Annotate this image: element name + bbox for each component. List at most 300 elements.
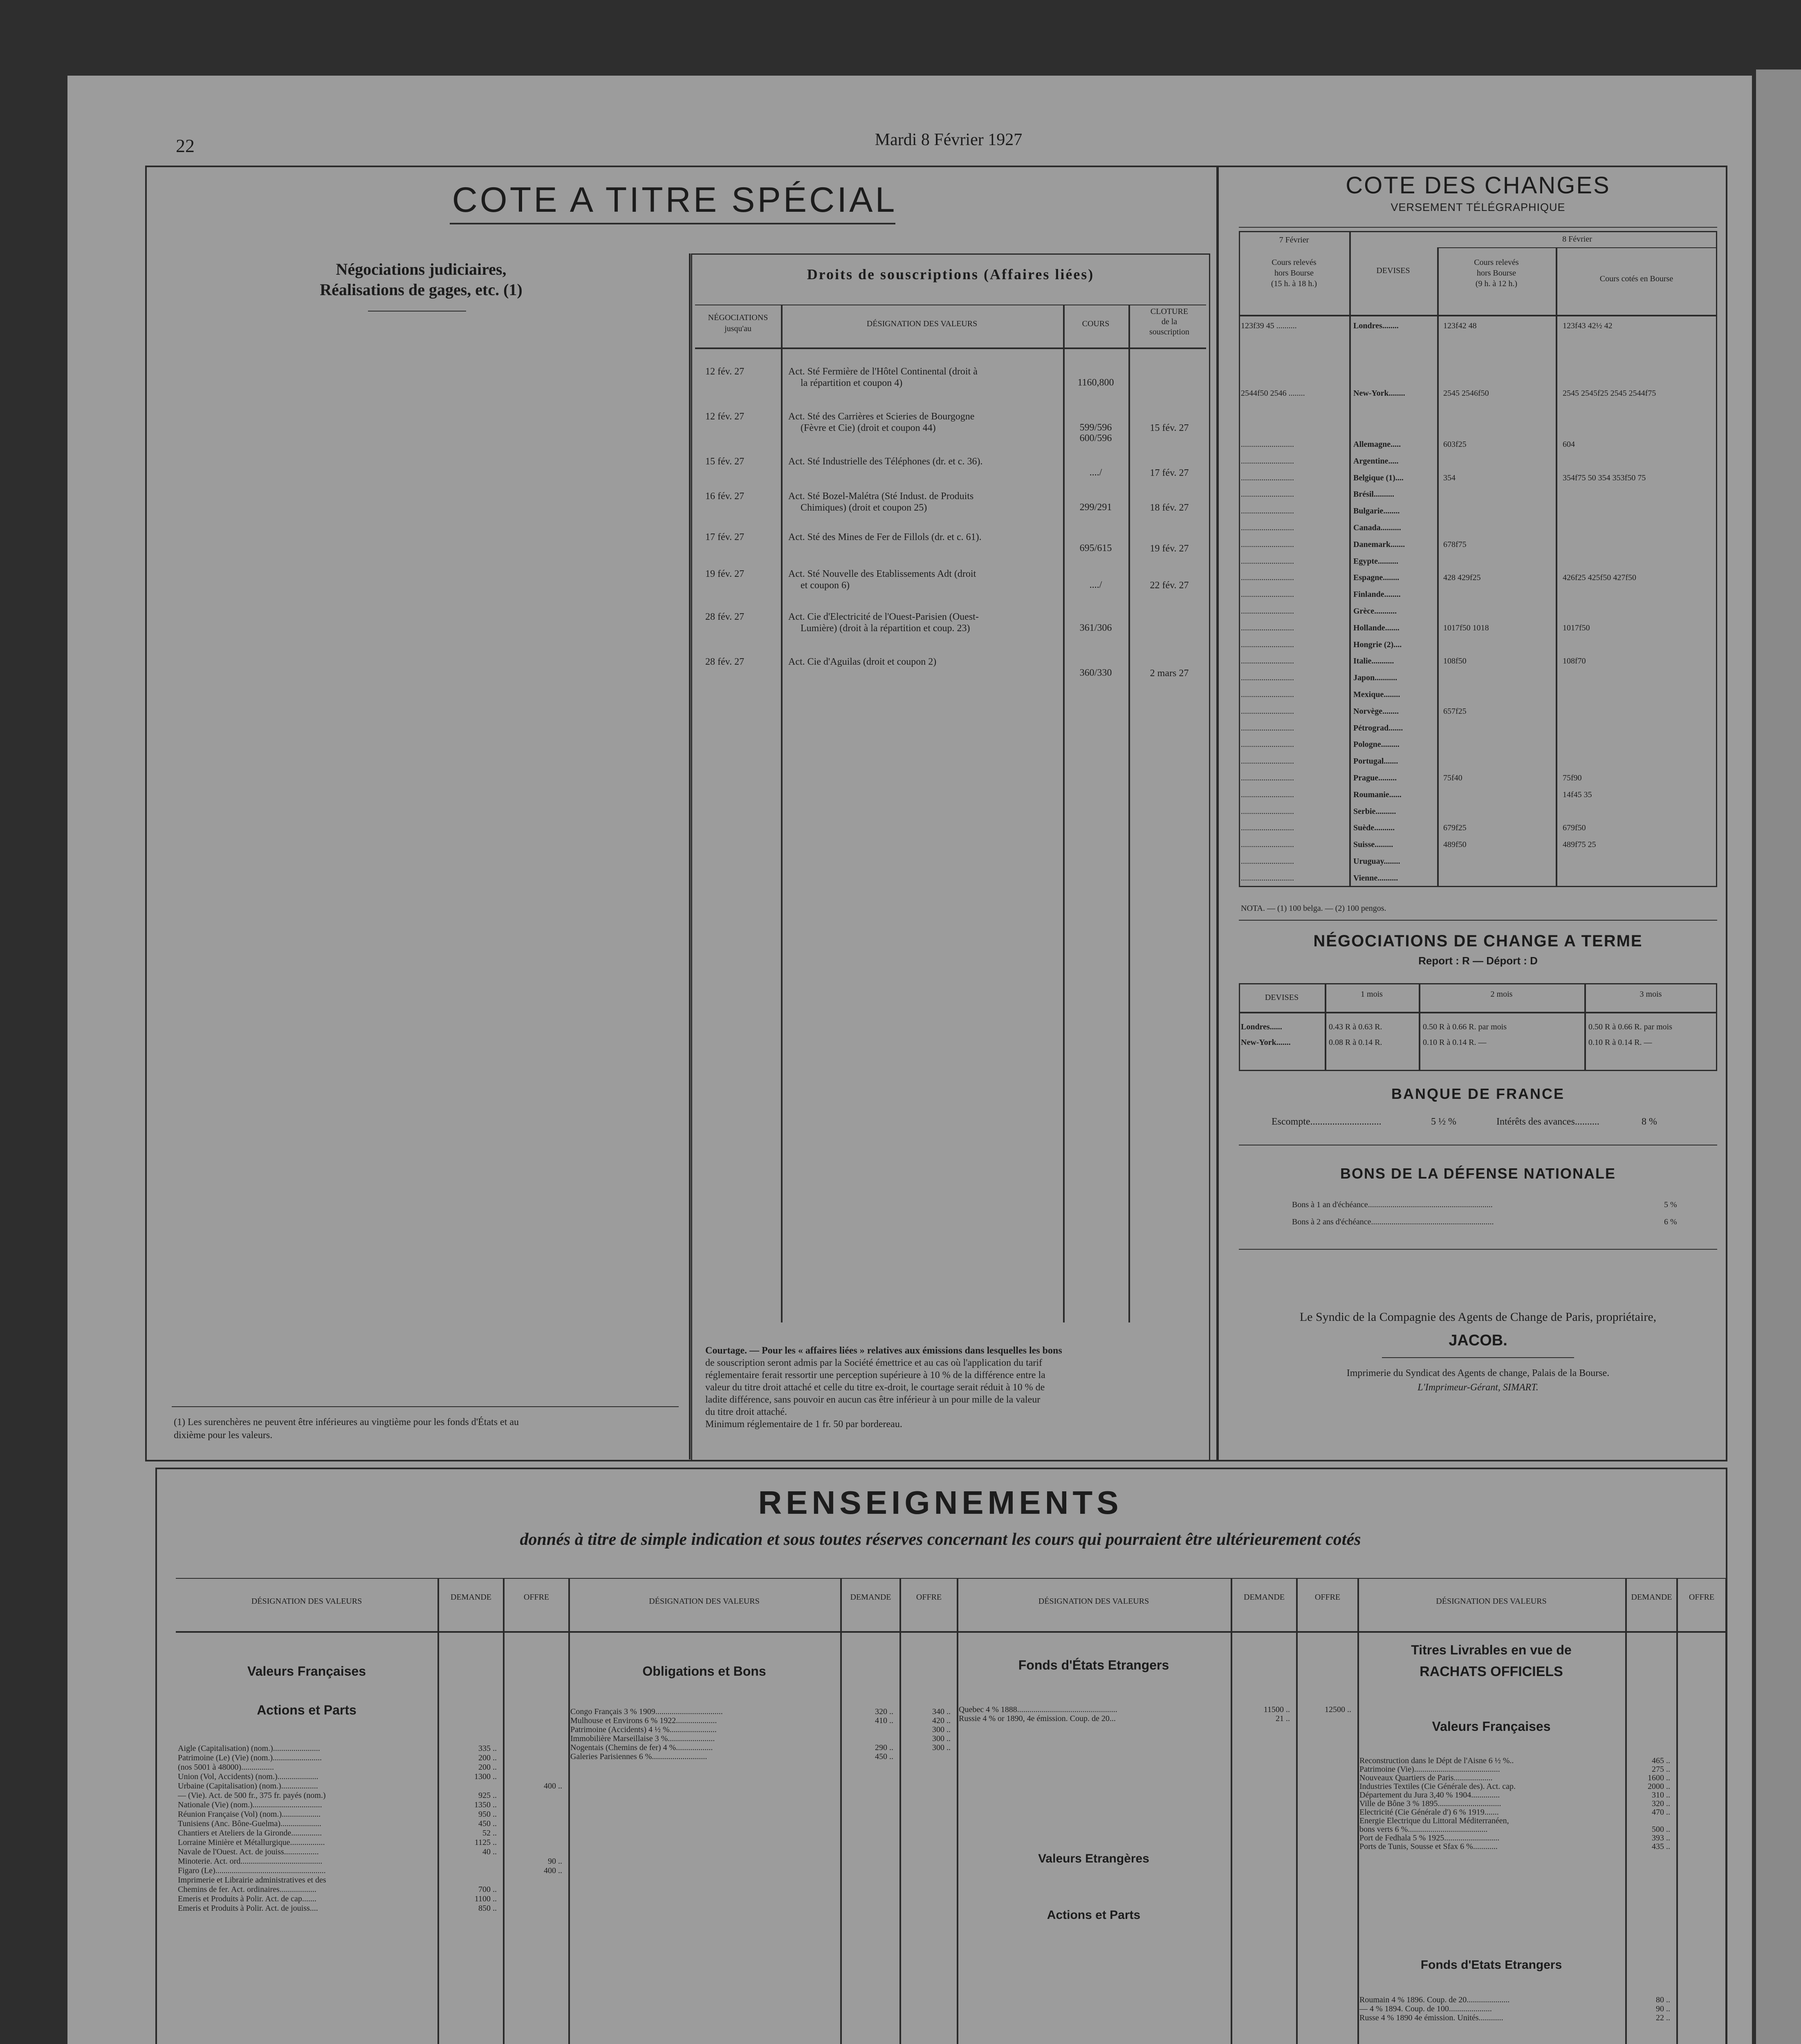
droits-row-designation-2: Chimiques) (droit et coupon 25) xyxy=(801,502,927,513)
changes-row-devise: Espagne........ xyxy=(1353,573,1400,583)
rens-row-offre: 300 .. xyxy=(932,1725,951,1734)
changes-date8: 8 Février xyxy=(1562,235,1592,244)
rens-col-line xyxy=(437,1578,439,2044)
changes-row-prev: 2544f50 2546 ........ xyxy=(1241,389,1305,398)
renseignements-subtitle: donnés à titre de simple indication et sous toutes réserves concernant les cours qui pourraient être ultérieurement cotés xyxy=(520,1530,1361,1549)
rens-row-name: Minoterie. Act. ord........................................ xyxy=(178,1857,323,1866)
changes-row-hb: 657f25 xyxy=(1443,706,1467,716)
rens-header-demande: DEMANDE xyxy=(1244,1593,1285,1602)
droits-row-date: 17 fév. 27 xyxy=(705,532,745,542)
changes-col-line xyxy=(1437,247,1439,887)
changes-hb8-3: (9 h. à 12 h.) xyxy=(1475,279,1518,288)
changes-hb7-2: hors Bourse xyxy=(1274,269,1314,278)
changes-hb7-3: (15 h. à 18 h.) xyxy=(1271,279,1317,288)
rens-header-offre: OFFRE xyxy=(1689,1593,1715,1602)
droits-row-date: 19 fév. 27 xyxy=(705,569,745,579)
changes-row-bourse: 2545 2545f25 2545 2544f75 xyxy=(1563,389,1656,398)
changes-row-hb: 1017f50 1018 xyxy=(1443,623,1489,632)
rens-row-offre: 90 .. xyxy=(548,1857,562,1866)
changes-row-devise: New-York........ xyxy=(1353,389,1405,398)
droits-row-cloture: 2 mars 27 xyxy=(1150,668,1189,679)
droits-row-designation-2: Lumière) (droit à la répartition et coup. 23) xyxy=(801,623,970,634)
rens-row-demande: 950 .. xyxy=(478,1810,497,1819)
changes-row-devise: Danemark....... xyxy=(1353,540,1405,549)
rens-row-name: Reconstruction dans le Dépt de l'Aisne 6 ½ %.. xyxy=(1359,1756,1514,1765)
courtage-line: de souscription seront admis par la Société émettrice et au cas où l'application du tarif xyxy=(705,1358,1043,1368)
rens-row-demande: 450 .. xyxy=(478,1819,497,1828)
changes-row-prev: .......................... xyxy=(1241,540,1294,549)
rens-row-name: Roumain 4 % 1896. Coup. de 20..................... xyxy=(1359,1995,1510,2004)
rens-section-heading: Valeurs Françaises xyxy=(247,1664,366,1679)
droits-row-cloture: 17 fév. 27 xyxy=(1150,468,1189,478)
rens-row-demande: 21 .. xyxy=(1276,1714,1290,1723)
terme-row-1mois: 0.08 R à 0.14 R. xyxy=(1329,1038,1382,1047)
rens-row-name: Nouveaux Quartiers de Paris................... xyxy=(1359,1773,1493,1782)
droits-row-designation: Act. Sté Fermière de l'Hôtel Continental (droit à xyxy=(788,366,978,377)
rens-header-offre: OFFRE xyxy=(523,1593,549,1602)
changes-row-prev: .......................... xyxy=(1241,790,1294,799)
rens-row-demande: 1300 .. xyxy=(474,1772,497,1781)
changes-row-hb: 354 xyxy=(1443,473,1456,482)
rens-section-heading: Actions et Parts xyxy=(1047,1908,1141,1922)
rens-col-line xyxy=(1231,1578,1232,2044)
changes-row-prev: .......................... xyxy=(1241,657,1294,666)
changes-row-prev: .......................... xyxy=(1241,807,1294,816)
adjacent-page-edge xyxy=(1756,69,1801,2044)
rens-row-demande: 1125 .. xyxy=(474,1838,497,1847)
rens-row-offre: 12500 .. xyxy=(1325,1705,1351,1714)
changes-row-hb: 75f40 xyxy=(1443,773,1462,782)
rens-row-demande: 465 .. xyxy=(1652,1756,1670,1765)
changes-row-bourse: 354f75 50 354 353f50 75 xyxy=(1563,473,1646,482)
terme-col-line xyxy=(1419,983,1420,1071)
droits-row-cloture: 19 fév. 27 xyxy=(1150,543,1189,554)
syndic-line2: Imprimerie du Syndicat des Agents de change, Palais de la Bourse. xyxy=(1346,1368,1610,1378)
rens-row-name: Union (Vol, Accidents) (nom.).................... xyxy=(178,1772,318,1781)
rens-row-name: Russie 4 % or 1890, 4e émission. Coup. de 20... xyxy=(959,1714,1116,1723)
rens-row-demande: 700 .. xyxy=(478,1885,497,1894)
changes-row-prev: .......................... xyxy=(1241,523,1294,532)
rens-row-demande: 500 .. xyxy=(1652,1825,1670,1834)
rens-col-line xyxy=(840,1578,842,2044)
changes-row-devise: Mexique........ xyxy=(1353,690,1400,699)
droits-row-designation-2: et coupon 6) xyxy=(801,580,850,591)
droits-row-date: 28 fév. 27 xyxy=(705,612,745,622)
droits-row-date: 12 fév. 27 xyxy=(705,366,745,377)
footnote-divider xyxy=(172,1406,679,1407)
rens-section-heading: Actions et Parts xyxy=(257,1703,357,1717)
rens-header-designation: DÉSIGNATION DES VALEURS xyxy=(1038,1597,1149,1606)
changes-row-hb: 428 429f25 xyxy=(1443,573,1481,583)
changes-col-line xyxy=(1556,247,1557,887)
changes-hb8-1: Cours relevés xyxy=(1474,258,1519,267)
syndic-line3: L'Imprimeur-Gérant, SIMART. xyxy=(1417,1382,1539,1393)
droits-header-cloture-2: de la xyxy=(1161,317,1177,326)
rens-row-demande: 850 .. xyxy=(478,1904,497,1913)
cote-changes-title: COTE DES CHANGES xyxy=(1346,172,1610,199)
negociations-line1: Négociations judiciaires, xyxy=(336,260,507,278)
droits-header-cloture: CLOTURE xyxy=(1150,307,1189,316)
changes-row-devise: Bulgarie........ xyxy=(1353,507,1400,516)
rens-row-offre: 340 .. xyxy=(932,1707,951,1716)
terme-subtitle: Report : R — Déport : D xyxy=(1418,955,1538,967)
rens-col-line xyxy=(1725,1578,1727,2044)
courtage-line: ladite différence, sans pouvoir en aucun cas être inférieur à un pour mille de la valeur xyxy=(705,1394,1041,1405)
rens-row-demande: 40 .. xyxy=(482,1847,497,1856)
banque-escompte-label: Escompte............................. xyxy=(1272,1116,1382,1127)
rens-header-demande: DEMANDE xyxy=(1631,1593,1672,1602)
bons-row-value: 6 % xyxy=(1664,1217,1677,1226)
banque-title: BANQUE DE FRANCE xyxy=(1391,1085,1565,1102)
changes-row-prev: .......................... xyxy=(1241,490,1294,499)
rens-row-demande: 200 .. xyxy=(478,1753,497,1762)
bons-title: BONS DE LA DÉFENSE NATIONALE xyxy=(1340,1165,1616,1182)
rens-row-demande: 52 .. xyxy=(482,1829,497,1838)
rens-row-name: Chemins de fer. Act. ordinaires.................. xyxy=(178,1885,316,1894)
changes-row-prev: .......................... xyxy=(1241,456,1294,466)
rens-row-name: Lorraine Minière et Métallurgique................. xyxy=(178,1838,325,1847)
rens-col-line xyxy=(899,1578,901,2044)
courtage-line: Minimum réglementaire de 1 fr. 50 par bordereau. xyxy=(705,1419,902,1430)
rens-row-name: Chantiers et Ateliers de la Gironde............... xyxy=(178,1829,322,1838)
rens-row-name: Urbaine (Capitalisation) (nom.).................. xyxy=(178,1782,318,1791)
changes-row-prev: .......................... xyxy=(1241,757,1294,766)
droits-row-cours: 360/330 xyxy=(1079,668,1112,678)
rens-col-line xyxy=(957,1578,958,2044)
changes-row-hb: 123f42 48 xyxy=(1443,321,1477,330)
droits-row-cours: ..../ xyxy=(1089,580,1102,590)
rens-row-name: Département du Jura 3,40 % 1904.............. xyxy=(1359,1791,1500,1800)
changes-row-prev: .......................... xyxy=(1241,706,1294,716)
rens-row-demande: 320 .. xyxy=(1652,1799,1670,1808)
rens-row-demande: 335 .. xyxy=(478,1744,497,1753)
changes-row-devise: Argentine..... xyxy=(1353,456,1399,466)
terme-row-3mois: 0.50 R à 0.66 R. par mois xyxy=(1588,1022,1672,1031)
droits-row-cours: 695/615 xyxy=(1079,543,1112,554)
terme-header-3mois: 3 mois xyxy=(1640,990,1662,999)
rens-row-demande: 1350 .. xyxy=(474,1800,497,1809)
changes-row-devise: Londres........ xyxy=(1353,321,1399,330)
changes-row-prev: .......................... xyxy=(1241,640,1294,649)
changes-row-devise: Pologne......... xyxy=(1353,740,1400,749)
page-number: 22 xyxy=(176,135,195,156)
changes-row-prev: .......................... xyxy=(1241,473,1294,482)
droits-header-cours: COURS xyxy=(1082,319,1110,328)
terme-col-line xyxy=(1325,983,1326,1071)
courtage-line: valeur du titre droit attaché et celle du titre ex-droit, le courtage serait réduit à 10 % de xyxy=(705,1382,1045,1393)
banque-avances-label: Intérêts des avances.......... xyxy=(1496,1116,1599,1127)
rens-header-bottom xyxy=(176,1631,1725,1633)
rens-section-heading: Valeurs Etrangères xyxy=(1038,1852,1149,1865)
changes-bourse-header: Cours cotés en Bourse xyxy=(1599,274,1673,283)
rens-row-demande: 310 .. xyxy=(1652,1791,1670,1800)
changes-row-devise: Egypte.......... xyxy=(1353,556,1398,566)
terme-row-3mois: 0.10 R à 0.14 R. — xyxy=(1588,1038,1652,1047)
changes-row-devise: Belgique (1).... xyxy=(1353,473,1404,482)
rens-row-offre: 300 .. xyxy=(932,1734,951,1743)
droits-row-cloture: 18 fév. 27 xyxy=(1150,502,1189,513)
droits-row-date: 15 fév. 27 xyxy=(705,456,745,467)
changes-row-hb: 603f25 xyxy=(1443,440,1467,449)
changes-row-hb: 2545 2546f50 xyxy=(1443,389,1489,398)
droits-header-designation: DÉSIGNATION DES VALEURS xyxy=(866,319,978,328)
rens-section-heading: Obligations et Bons xyxy=(642,1664,766,1679)
rens-row-demande: 1100 .. xyxy=(474,1894,497,1903)
droits-row-date: 12 fév. 27 xyxy=(705,411,745,422)
droits-col-line xyxy=(1063,305,1065,1322)
changes-row-prev: .......................... xyxy=(1241,740,1294,749)
changes-row-devise: Suède.......... xyxy=(1353,823,1395,833)
rens-section-heading: Fonds d'États Etrangers xyxy=(1018,1658,1169,1672)
changes-row-prev: .......................... xyxy=(1241,556,1294,566)
droits-row-designation: Act. Cie d'Aguilas (droit et coupon 2) xyxy=(788,657,937,667)
rens-col-line xyxy=(1676,1578,1678,2044)
changes-row-prev: .......................... xyxy=(1241,573,1294,583)
droits-row-designation: Act. Sté Bozel-Malétra (Sté Indust. de Produits xyxy=(788,491,974,502)
rens-row-name: Electricité (Cie Générale d') 6 % 1919....... xyxy=(1359,1808,1499,1817)
changes-row-prev: .......................... xyxy=(1241,607,1294,616)
rens-row-demande: 22 .. xyxy=(1656,2013,1670,2022)
rens-row-name: Patrimoine (Le) (Vie) (nom.)........................ xyxy=(178,1753,322,1762)
bons-row-value: 5 % xyxy=(1664,1200,1677,1209)
changes-row-bourse: 1017f50 xyxy=(1563,623,1590,632)
terme-header-2mois: 2 mois xyxy=(1490,990,1513,999)
droits-col-line xyxy=(1128,305,1130,1322)
rens-row-name: — (Vie). Act. de 500 fr., 375 fr. payés (nom.) xyxy=(178,1791,326,1800)
rens-row-name: Galeries Parisiennes 6 %........................... xyxy=(570,1752,707,1761)
changes-row-hb: 679f25 xyxy=(1443,823,1467,833)
rens-section-heading: Titres Livrables en vue de xyxy=(1411,1643,1572,1657)
changes-row-prev: .......................... xyxy=(1241,857,1294,866)
rens-header-designation: DÉSIGNATION DES VALEURS xyxy=(1436,1597,1547,1606)
rens-row-demande: 11500 .. xyxy=(1263,1705,1290,1714)
rens-row-name: Mulhouse et Environs 6 % 1922.................... xyxy=(570,1716,717,1725)
changes-rule xyxy=(1437,247,1717,248)
courtage-line: du titre droit attaché. xyxy=(705,1407,787,1417)
rens-row-name: Nogentais (Chemins de fer) 4 %.................. xyxy=(570,1743,713,1752)
changes-row-devise: Uruguay........ xyxy=(1353,857,1400,866)
droits-header-nego: NÉGOCIATIONS xyxy=(708,313,768,322)
rens-row-demande: 290 .. xyxy=(875,1743,893,1752)
rens-row-name: Ports de Tunis, Sousse et Sfax 6 %............ xyxy=(1359,1842,1498,1851)
rens-row-offre: 400 .. xyxy=(544,1782,562,1791)
page-date: Mardi 8 Février 1927 xyxy=(875,130,1023,149)
rens-col-line xyxy=(1296,1578,1298,2044)
rens-row-name: (nos 5001 à 48000)................ xyxy=(178,1763,274,1772)
rens-row-name: bons verts 6 %....................................... xyxy=(1359,1825,1488,1834)
rens-header-demande: DEMANDE xyxy=(850,1593,891,1602)
changes-row-devise: Brésil.......... xyxy=(1353,490,1394,499)
changes-row-prev: .......................... xyxy=(1241,873,1294,883)
droits-col-line xyxy=(781,305,783,1322)
changes-row-bourse: 604 xyxy=(1563,440,1575,449)
rens-row-name: Quebec 4 % 1888................................................. xyxy=(959,1705,1117,1714)
terme-row-devise: New-York....... xyxy=(1241,1038,1291,1047)
rens-row-name: Patrimoine (Accidents) 4 ½ %....................... xyxy=(570,1725,717,1734)
rens-row-demande: 200 .. xyxy=(478,1763,497,1772)
changes-row-devise: Allemagne..... xyxy=(1353,440,1401,449)
rens-header-designation: DÉSIGNATION DES VALEURS xyxy=(649,1597,760,1606)
changes-row-bourse: 123f43 42½ 42 xyxy=(1563,321,1613,330)
droits-row-cloture: 22 fév. 27 xyxy=(1150,580,1189,591)
rens-header-offre: OFFRE xyxy=(1314,1593,1341,1602)
terme-row-2mois: 0.50 R à 0.66 R. par mois xyxy=(1423,1022,1507,1031)
terme-header-1mois: 1 mois xyxy=(1361,990,1383,999)
changes-row-prev: .......................... xyxy=(1241,723,1294,733)
bons-row-label: Bons à 1 an d'échéance............................................................. xyxy=(1292,1200,1493,1209)
banque-escompte-value: 5 ½ % xyxy=(1431,1116,1456,1127)
changes-row-prev: .......................... xyxy=(1241,440,1294,449)
changes-row-bourse: 489f75 25 xyxy=(1563,840,1596,849)
changes-row-bourse: 679f50 xyxy=(1563,823,1586,833)
rens-row-name: Port de Fedhala 5 % 1925........................... xyxy=(1359,1833,1500,1842)
rens-row-demande: 1600 .. xyxy=(1648,1773,1670,1782)
rens-col-line xyxy=(503,1578,505,2044)
changes-row-prev: .......................... xyxy=(1241,773,1294,782)
changes-row-bourse: 426f25 425f50 427f50 xyxy=(1563,573,1636,583)
droits-row-designation: Act. Sté des Mines de Fer de Fillols (dr. et c. 61). xyxy=(788,532,982,542)
rens-row-demande: 410 .. xyxy=(875,1716,893,1725)
changes-row-devise: Japon........... xyxy=(1353,673,1397,683)
rens-header-demande: DEMANDE xyxy=(451,1593,491,1602)
changes-devises-header: DEVISES xyxy=(1376,266,1410,275)
rens-row-name: Aigle (Capitalisation) (nom.)....................... xyxy=(178,1744,320,1753)
droits-row-cours: 299/291 xyxy=(1079,502,1112,513)
courtage-line: réglementaire ferait ressortir une perception supérieure à 10 % de la différence entre la xyxy=(705,1370,1045,1381)
changes-row-prev: .......................... xyxy=(1241,840,1294,849)
changes-row-devise: Vienne.......... xyxy=(1353,873,1398,883)
rens-row-demande: 470 .. xyxy=(1652,1808,1670,1817)
terme-col-line xyxy=(1584,983,1586,1071)
droits-title: Droits de souscriptions (Affaires liées) xyxy=(807,266,1095,282)
changes-rule xyxy=(1239,227,1717,228)
rens-row-name: Ville de Bône 3 % 1895............................... xyxy=(1359,1799,1501,1808)
droits-row-cours: 1160,800 xyxy=(1077,377,1114,388)
changes-row-devise: Prague......... xyxy=(1353,773,1397,782)
changes-row-bourse: 108f70 xyxy=(1563,657,1586,666)
rens-row-name: Energie Electrique du Littoral Méditerranéen, xyxy=(1359,1816,1509,1825)
changes-row-devise: Grèce........... xyxy=(1353,607,1397,616)
changes-row-devise: Italie........... xyxy=(1353,657,1394,666)
rens-row-demande: 2000 .. xyxy=(1648,1782,1670,1791)
changes-header-bottom xyxy=(1239,315,1717,316)
droits-row-designation-2: la répartition et coupon 4) xyxy=(801,378,903,388)
rens-row-offre: 400 .. xyxy=(544,1866,562,1875)
terme-title: NÉGOCIATIONS DE CHANGE A TERME xyxy=(1313,932,1643,950)
cote-changes-subtitle: VERSEMENT TÉLÉGRAPHIQUE xyxy=(1391,201,1566,213)
terme-row-2mois: 0.10 R à 0.14 R. — xyxy=(1423,1038,1487,1047)
droits-row-designation-2: (Fèvre et Cie) (droit et coupon 44) xyxy=(801,423,936,433)
changes-row-devise: Suisse......... xyxy=(1353,840,1393,849)
changes-nota: NOTA. — (1) 100 belga. — (2) 100 pengos. xyxy=(1241,904,1386,913)
rens-row-name: Tunisiens (Anc. Bône-Guelma).................... xyxy=(178,1819,321,1828)
droits-row-designation: Act. Sté Nouvelle des Etablissements Adt (droit xyxy=(788,569,976,579)
rens-section-heading: RACHATS OFFICIELS xyxy=(1420,1664,1563,1679)
cote-titre-special-title: COTE A TITRE SPÉCIAL xyxy=(452,180,897,220)
changes-hb7-1: Cours relevés xyxy=(1272,258,1317,267)
divider-short xyxy=(368,311,466,312)
droits-row-cloture: 15 fév. 27 xyxy=(1150,423,1189,433)
changes-row-devise: Canada.......... xyxy=(1353,523,1401,532)
syndic-line1: Le Syndic de la Compagnie des Agents de Change de Paris, propriétaire, xyxy=(1299,1310,1657,1324)
rens-row-name: Russe 4 % 1890 4e émission. Unités............ xyxy=(1359,2013,1503,2022)
changes-row-devise: Portugal....... xyxy=(1353,757,1398,766)
rens-header-offre: OFFRE xyxy=(916,1593,942,1602)
changes-rule xyxy=(1239,920,1717,921)
courtage-line: Courtage. — Pour les « affaires liées » relatives aux émissions dans lesquelles les bons xyxy=(705,1345,1062,1356)
rens-col-line xyxy=(568,1578,570,2044)
rens-header-top xyxy=(176,1578,1725,1579)
changes-row-bourse: 75f90 xyxy=(1563,773,1582,782)
changes-row-hb: 678f75 xyxy=(1443,540,1467,549)
rens-row-name: Immobilière Marseillaise 3 %....................... xyxy=(570,1734,715,1743)
rens-row-demande: 320 .. xyxy=(875,1707,893,1716)
rens-row-name: Imprimerie et Librairie administratives et des xyxy=(178,1876,326,1885)
droits-row-cours: ..../ xyxy=(1089,467,1102,478)
banque-avances-value: 8 % xyxy=(1642,1116,1657,1127)
rens-row-demande: 275 .. xyxy=(1652,1765,1670,1774)
rens-row-demande: 80 .. xyxy=(1656,1995,1670,2004)
droits-row-designation: Act. Sté des Carrières et Scieries de Bourgogne xyxy=(788,411,975,422)
changes-row-devise: Roumanie...... xyxy=(1353,790,1402,799)
column-divider xyxy=(1216,166,1219,1461)
footnote-line2: dixième pour les valeurs. xyxy=(174,1430,273,1441)
rens-row-name: Figaro (Le)...................................................... xyxy=(178,1866,326,1875)
droits-header-nego-2: jusqu'au xyxy=(724,324,751,333)
syndic-name: JACOB. xyxy=(1449,1332,1507,1349)
terme-row-devise: Londres...... xyxy=(1241,1022,1282,1031)
changes-col-line xyxy=(1349,231,1351,887)
droits-row-designation: Act. Sté Industrielle des Téléphones (dr. et c. 36). xyxy=(788,456,983,467)
droits-row-designation: Act. Cie d'Electricité de l'Ouest-Parisien (Ouest- xyxy=(788,612,979,622)
rens-row-name: Navale de l'Ouest. Act. de jouiss................. xyxy=(178,1847,319,1856)
droits-row-date: 16 fév. 27 xyxy=(705,491,745,502)
droits-frame xyxy=(691,253,1210,1461)
changes-table-frame xyxy=(1239,231,1717,887)
rens-header-designation: DÉSIGNATION DES VALEURS xyxy=(251,1597,362,1606)
rens-row-name: Nationale (Vie) (nom.).................................. xyxy=(178,1800,322,1809)
droits-row-date: 28 fév. 27 xyxy=(705,657,745,667)
footnote-line1: (1) Les surenchères ne peuvent être inférieures au vingtième pour les fonds d'États et au xyxy=(174,1417,519,1428)
rens-row-demande: 393 .. xyxy=(1652,1833,1670,1842)
title-underline xyxy=(450,223,895,224)
rens-row-demande: 90 .. xyxy=(1656,2004,1670,2013)
droits-header-cloture-3: souscription xyxy=(1149,327,1189,336)
rens-row-name: Réunion Française (Vol) (nom.)................... xyxy=(178,1810,321,1819)
changes-row-hb: 108f50 xyxy=(1443,657,1467,666)
bons-rule xyxy=(1239,1249,1717,1250)
rens-section-heading: Valeurs Françaises xyxy=(1432,1719,1551,1734)
negociations-line2: Réalisations de gages, etc. (1) xyxy=(320,280,523,299)
changes-row-prev: .......................... xyxy=(1241,507,1294,516)
changes-row-prev: .......................... xyxy=(1241,673,1294,683)
terme-row-1mois: 0.43 R à 0.63 R. xyxy=(1329,1022,1382,1031)
syndic-rule xyxy=(1382,1357,1574,1358)
changes-row-prev: 123f39 45 .......... xyxy=(1241,321,1297,330)
changes-row-prev: .......................... xyxy=(1241,823,1294,833)
changes-row-devise: Hongrie (2).... xyxy=(1353,640,1402,649)
rens-row-demande: 450 .. xyxy=(875,1752,893,1761)
rens-row-offre: 420 .. xyxy=(932,1716,951,1725)
rens-col-line xyxy=(1625,1578,1627,2044)
rens-row-name: — 4 % 1894. Coup. de 100..................... xyxy=(1359,2004,1492,2013)
rens-row-name: Emeris et Produits à Polir. Act. de jouiss.... xyxy=(178,1904,318,1913)
rens-row-name: Patrimoine (Vie).......................................... xyxy=(1359,1765,1500,1774)
changes-row-devise: Serbie.......... xyxy=(1353,807,1396,816)
changes-row-devise: Hollande....... xyxy=(1353,623,1400,632)
changes-hb8-2: hors Bourse xyxy=(1476,269,1516,278)
bons-row-label: Bons à 2 ans d'échéance............................................................ xyxy=(1292,1217,1494,1226)
